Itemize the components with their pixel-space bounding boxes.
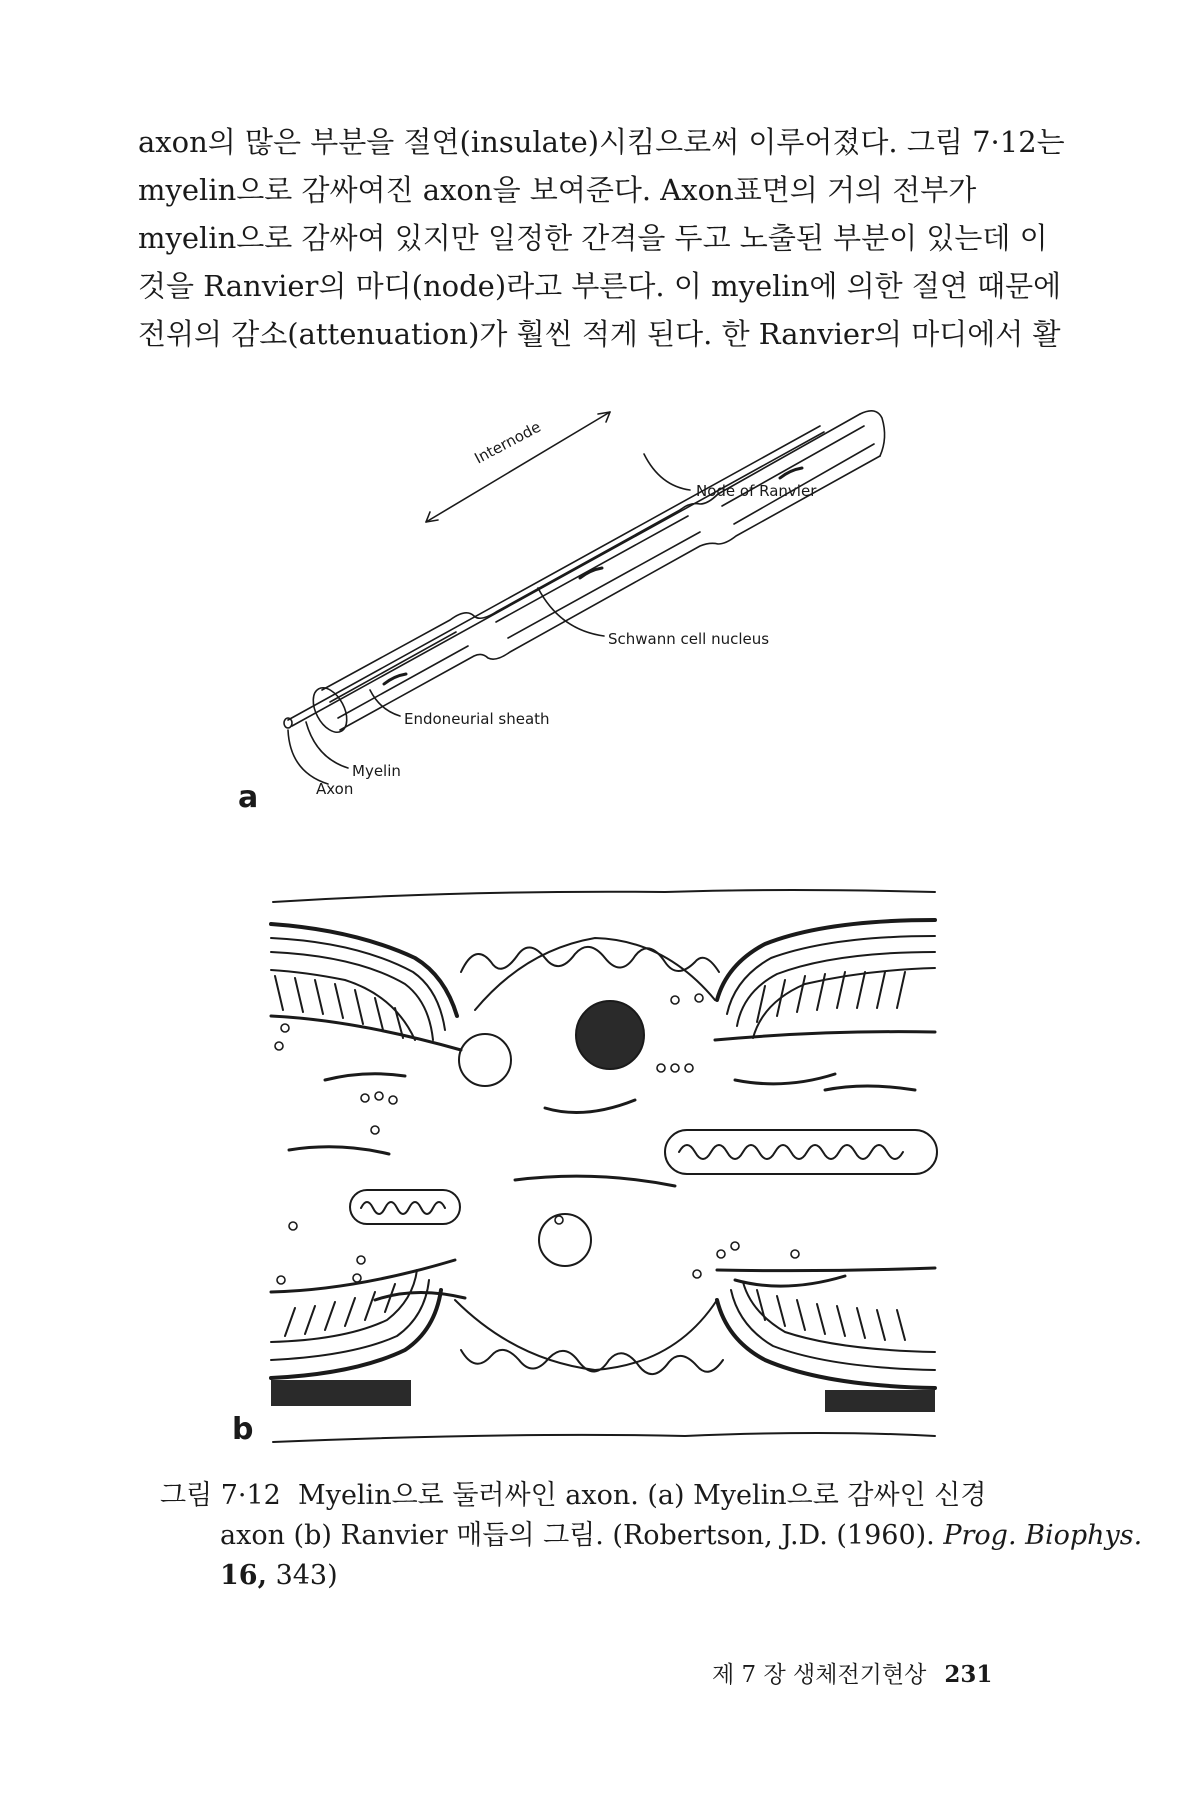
small-vesicle [281, 1024, 289, 1032]
body-line: myelin으로 감싸여진 axon을 보여준다. Axon표면의 거의 전부가 [138, 173, 977, 207]
leader-node-of-ranvier [644, 454, 690, 490]
caption-line-1 [160, 1476, 1060, 1516]
small-vesicle [657, 1064, 665, 1072]
figure-a-myelinated-axon [260, 390, 950, 810]
axon-core-line [292, 432, 824, 726]
body-line: 전위의 감소(attenuation)가 훨씬 적게 된다. 한 Ranvier의 마디에서 활 [138, 317, 1061, 351]
body-line: axon의 많은 부분을 절연(insulate)시킴으로써 이루어졌다. 그림 7·12는 [138, 125, 1065, 159]
small-vesicle [357, 1256, 365, 1264]
caption-line-3 [160, 1556, 1060, 1596]
body-line: myelin으로 감싸여 있지만 일정한 간격을 두고 노출된 부분이 있는데 이 [138, 221, 1048, 255]
granular-vesicle [539, 1214, 591, 1266]
myelin-lamella [271, 1290, 441, 1378]
label-node-of-ranvier: Node of Ranvier [696, 482, 817, 500]
small-vesicle [695, 994, 703, 1002]
running-header-chapter: 제 7 장 생체전기현상 [712, 1662, 927, 1688]
caption-line-2 [160, 1516, 1143, 1556]
label-internode: Internode [471, 417, 544, 468]
compact-myelin-dark [271, 1380, 411, 1406]
leader-endoneurial-sheath [370, 690, 400, 716]
small-vesicle [361, 1094, 369, 1102]
small-vesicle [277, 1276, 285, 1284]
myelin-lamella [271, 1270, 417, 1342]
small-vesicle [375, 1092, 383, 1100]
mitochondrion-cristae [361, 1202, 445, 1214]
label-schwann-cell-nucleus: Schwann cell nucleus [608, 630, 770, 648]
page-footer [712, 1656, 992, 1689]
frame-bottom [273, 1433, 935, 1442]
small-vesicle [389, 1096, 397, 1104]
small-vesicle [289, 1222, 297, 1230]
compact-myelin-dark [825, 1390, 935, 1412]
paranodal-loops [275, 976, 403, 1038]
figure-caption [160, 1476, 1143, 1596]
mitochondrion-cristae [679, 1145, 903, 1159]
dark-vesicle [576, 1001, 644, 1069]
figure-b-panel-label: b [232, 1412, 254, 1447]
tubular-profile [289, 1074, 915, 1300]
page-number: 231 [944, 1661, 993, 1688]
figure-b-node-of-ranvier [265, 880, 945, 1450]
small-vesicle [353, 1274, 361, 1282]
small-vesicle [275, 1042, 283, 1050]
small-vesicle [671, 996, 679, 1004]
small-vesicle [685, 1064, 693, 1072]
axon-core-line [288, 426, 820, 720]
myelin-lamella [271, 924, 457, 1016]
caption-pages: 343) [266, 1560, 338, 1591]
myelin-lamella [271, 970, 415, 1040]
label-endoneurial-sheath: Endoneurial sheath [404, 710, 550, 728]
caption-text: Myelin으로 둘러싸인 axon. (a) Myelin으로 감싸인 신경 [298, 1480, 987, 1511]
granular-vesicle [459, 1034, 511, 1086]
figure-a-panel-label: a [238, 780, 259, 815]
schwann-nucleus-mark [780, 468, 802, 478]
frame-top [273, 890, 935, 902]
small-vesicle [371, 1126, 379, 1134]
body-paragraph [138, 118, 1065, 358]
body-line: 것을 Ranvier의 마디(node)라고 부른다. 이 myelin에 의한 절연 때문에 [138, 269, 1062, 303]
mitochondrion [665, 1130, 937, 1174]
small-vesicle [717, 1250, 725, 1258]
myelin-lamella [737, 952, 935, 1026]
leader-schwann-nucleus [538, 588, 604, 636]
caption-text: axon (b) Ranvier 매듭의 그림. (Robertson, J.D. (1960). [220, 1520, 944, 1551]
myelin-lamella [717, 1300, 935, 1388]
caption-volume: 16, [220, 1560, 267, 1591]
axolemma-upper-right [715, 1032, 935, 1040]
caption-journal: Prog. Biophys. [943, 1520, 1143, 1551]
axolemma-lower-right [717, 1268, 935, 1271]
small-vesicle [693, 1270, 701, 1278]
small-vesicle [555, 1216, 563, 1224]
small-vesicle [671, 1064, 679, 1072]
small-vesicle [791, 1250, 799, 1258]
caption-fig-ref: 그림 7·12 [160, 1480, 281, 1511]
label-myelin: Myelin [352, 762, 401, 780]
label-axon: Axon [316, 780, 354, 798]
node-gap-outline [455, 1300, 717, 1370]
paranodal-loops [757, 1290, 905, 1340]
small-vesicle [731, 1242, 739, 1250]
sheath-end-cap [306, 682, 353, 738]
leader-axon [288, 730, 328, 784]
